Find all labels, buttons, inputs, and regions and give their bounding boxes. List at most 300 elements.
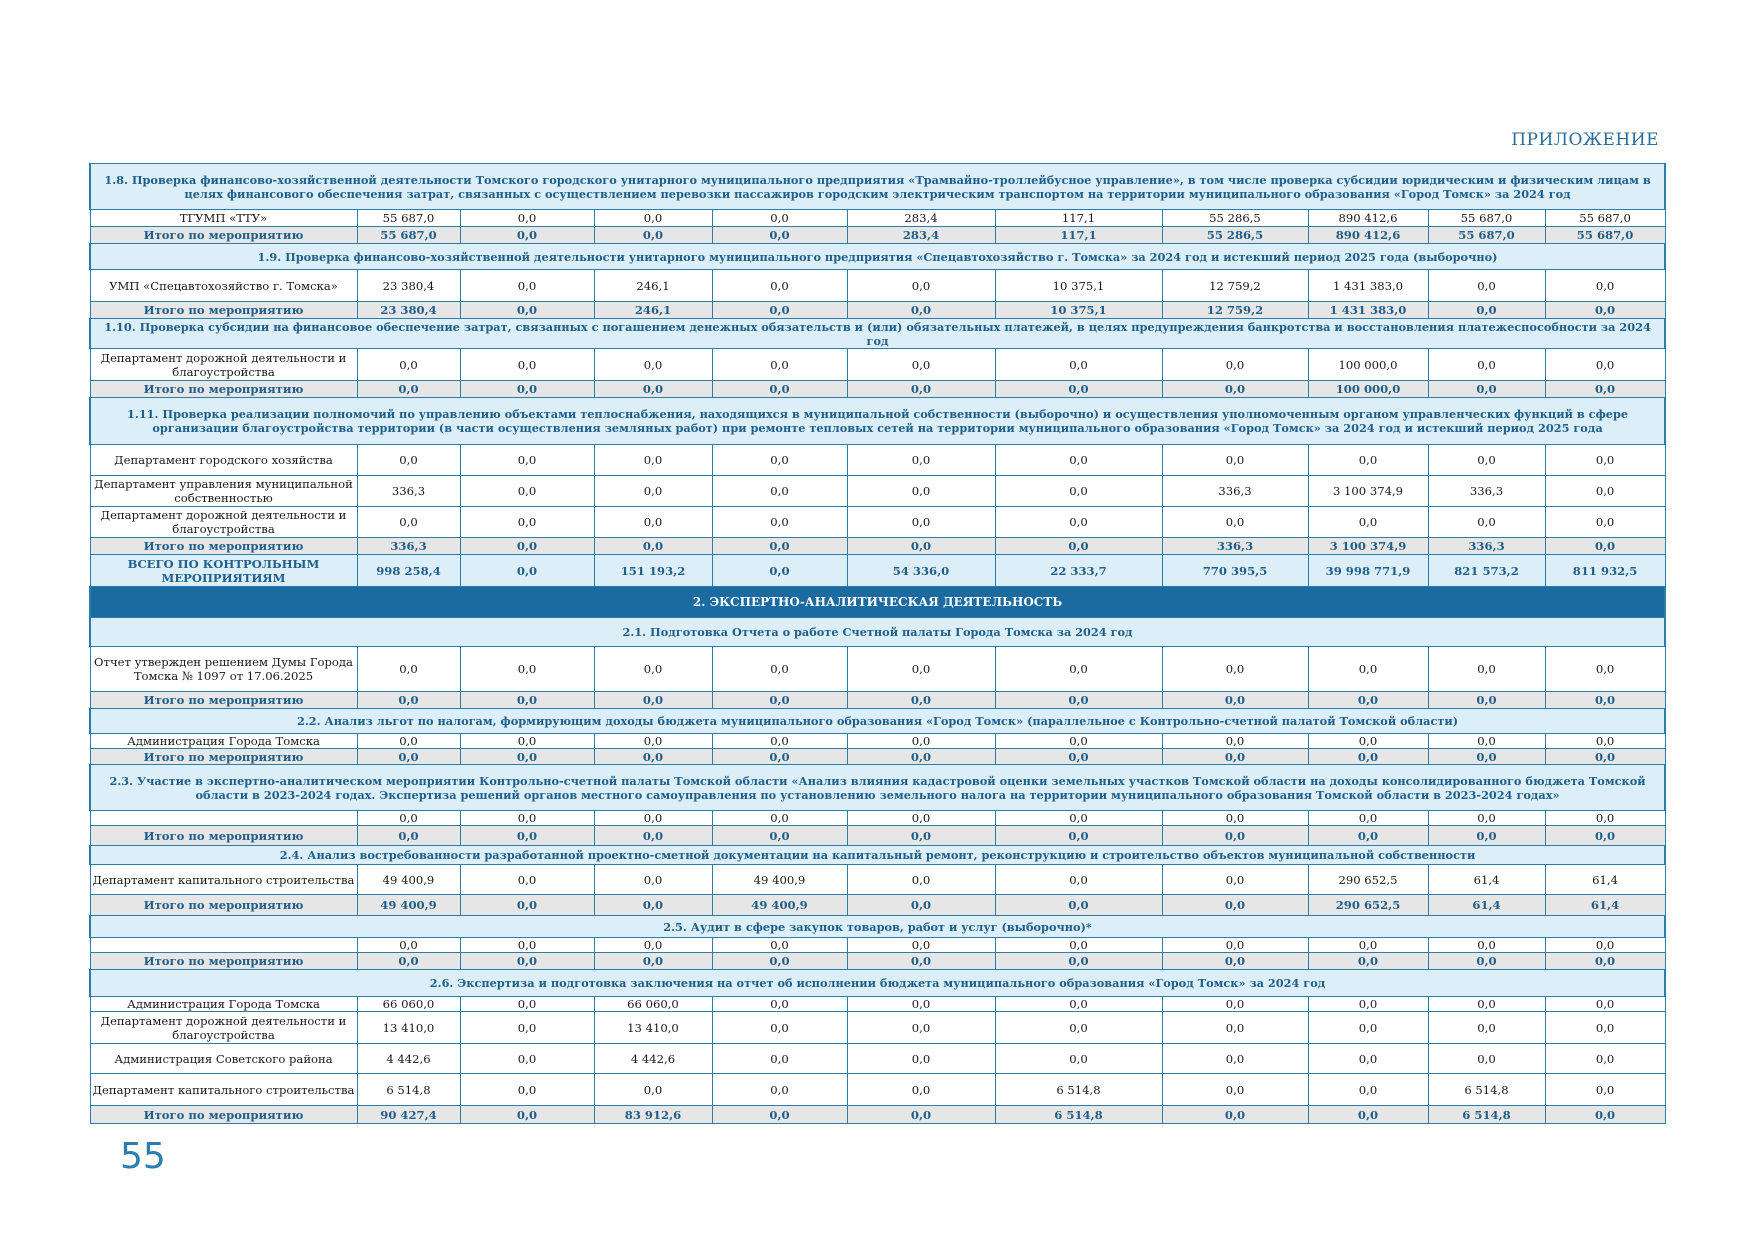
value-cell: 0,0 xyxy=(460,1044,594,1074)
section-title: 1.9. Проверка финансово-хозяйственной деятельности унитарного муниципального предприятия «Спецавтохозяйство г. Томска» за 2024 год и истекший период 2025 года (выборочно) xyxy=(90,244,1665,270)
value-cell: 0,0 xyxy=(712,538,847,555)
section-header-row xyxy=(90,319,1665,349)
row-name: Итого по мероприятию xyxy=(90,227,357,244)
table-row xyxy=(90,1074,1665,1106)
value-cell: 770 395,5 xyxy=(1162,555,1308,587)
value-cell: 0,0 xyxy=(1308,734,1428,749)
value-cell: 0,0 xyxy=(995,538,1162,555)
value-cell: 0,0 xyxy=(1308,938,1428,953)
value-cell: 811 932,5 xyxy=(1545,555,1665,587)
value-cell: 55 687,0 xyxy=(1428,210,1545,227)
value-cell: 0,0 xyxy=(995,749,1162,765)
table-row xyxy=(90,507,1665,538)
row-name: Департамент дорожной деятельности и благоустройства xyxy=(90,349,357,381)
section-header-row xyxy=(90,587,1665,618)
value-cell: 0,0 xyxy=(847,538,995,555)
row-name: Департамент городского хозяйства xyxy=(90,445,357,476)
row-name: Итого по мероприятию xyxy=(90,692,357,709)
table-row xyxy=(90,476,1665,507)
value-cell: 890 412,6 xyxy=(1308,227,1428,244)
value-cell: 0,0 xyxy=(712,302,847,319)
value-cell: 49 400,9 xyxy=(712,895,847,916)
value-cell: 0,0 xyxy=(1308,507,1428,538)
value-cell: 0,0 xyxy=(357,349,460,381)
section-header-row xyxy=(90,398,1665,445)
value-cell: 39 998 771,9 xyxy=(1308,555,1428,587)
value-cell: 0,0 xyxy=(460,749,594,765)
row-name: Итого по мероприятию xyxy=(90,953,357,970)
row-name: Департамент капитального строительства xyxy=(90,865,357,895)
value-cell: 0,0 xyxy=(1545,938,1665,953)
value-cell: 0,0 xyxy=(995,826,1162,846)
row-name: Итого по мероприятию xyxy=(90,749,357,765)
value-cell: 6 514,8 xyxy=(995,1106,1162,1124)
row-name xyxy=(90,938,357,953)
value-cell: 0,0 xyxy=(995,938,1162,953)
value-cell: 0,0 xyxy=(460,210,594,227)
value-cell: 0,0 xyxy=(1308,1074,1428,1106)
value-cell: 0,0 xyxy=(594,826,712,846)
value-cell: 0,0 xyxy=(1428,811,1545,826)
value-cell: 0,0 xyxy=(1162,811,1308,826)
value-cell: 0,0 xyxy=(594,507,712,538)
row-name: ТГУМП «ТТУ» xyxy=(90,210,357,227)
value-cell: 0,0 xyxy=(847,381,995,398)
value-cell: 0,0 xyxy=(847,749,995,765)
table-row xyxy=(90,445,1665,476)
value-cell: 0,0 xyxy=(594,381,712,398)
value-cell: 283,4 xyxy=(847,210,995,227)
table-row xyxy=(90,1012,1665,1044)
value-cell: 0,0 xyxy=(594,865,712,895)
value-cell: 0,0 xyxy=(712,1012,847,1044)
value-cell: 0,0 xyxy=(460,227,594,244)
table-body xyxy=(90,164,1665,1124)
value-cell: 22 333,7 xyxy=(995,555,1162,587)
value-cell: 0,0 xyxy=(847,895,995,916)
value-cell: 0,0 xyxy=(1545,1106,1665,1124)
value-cell: 90 427,4 xyxy=(357,1106,460,1124)
value-cell: 0,0 xyxy=(847,476,995,507)
value-cell: 0,0 xyxy=(594,647,712,692)
table-row xyxy=(90,811,1665,826)
row-name: Итого по мероприятию xyxy=(90,826,357,846)
value-cell: 0,0 xyxy=(995,476,1162,507)
value-cell: 0,0 xyxy=(1428,997,1545,1012)
value-cell: 0,0 xyxy=(995,895,1162,916)
value-cell: 0,0 xyxy=(1545,476,1665,507)
value-cell: 336,3 xyxy=(1428,538,1545,555)
section-header-row xyxy=(90,846,1665,865)
control-measures-table xyxy=(89,163,1666,1124)
value-cell: 0,0 xyxy=(1545,997,1665,1012)
value-cell: 0,0 xyxy=(1162,734,1308,749)
value-cell: 0,0 xyxy=(1162,445,1308,476)
total-row xyxy=(90,749,1665,765)
value-cell: 0,0 xyxy=(1308,826,1428,846)
value-cell: 0,0 xyxy=(460,270,594,302)
table-row xyxy=(90,997,1665,1012)
value-cell: 117,1 xyxy=(995,210,1162,227)
total-row xyxy=(90,953,1665,970)
value-cell: 0,0 xyxy=(1308,1012,1428,1044)
total-row xyxy=(90,692,1665,709)
value-cell: 0,0 xyxy=(1162,865,1308,895)
row-name: Отчет утвержден решением Думы Города Томска № 1097 от 17.06.2025 xyxy=(90,647,357,692)
table-row xyxy=(90,865,1665,895)
value-cell: 0,0 xyxy=(357,938,460,953)
value-cell: 0,0 xyxy=(357,749,460,765)
value-cell: 0,0 xyxy=(847,647,995,692)
value-cell: 0,0 xyxy=(847,270,995,302)
value-cell: 0,0 xyxy=(1162,1012,1308,1044)
value-cell: 0,0 xyxy=(1162,349,1308,381)
value-cell: 0,0 xyxy=(1545,749,1665,765)
value-cell: 0,0 xyxy=(712,749,847,765)
value-cell: 10 375,1 xyxy=(995,270,1162,302)
value-cell: 998 258,4 xyxy=(357,555,460,587)
value-cell: 13 410,0 xyxy=(594,1012,712,1044)
value-cell: 0,0 xyxy=(1308,647,1428,692)
value-cell: 55 286,5 xyxy=(1162,210,1308,227)
value-cell: 0,0 xyxy=(594,210,712,227)
page-number: 55 xyxy=(120,1136,166,1177)
value-cell: 12 759,2 xyxy=(1162,270,1308,302)
value-cell: 0,0 xyxy=(847,938,995,953)
section-title: 1.11. Проверка реализации полномочий по управлению объектами теплоснабжения, находящихся в муниципальной собственности (выборочно) и осуществления уполномоченным органом управленческих функций в сфере организации благоустройства территории (в части осуществления земляных работ) при ремонте тепловых сетей на территории муниципального образования «Город Томск» за 2024 год и истекший период 2025 года xyxy=(90,398,1665,445)
value-cell: 0,0 xyxy=(995,1044,1162,1074)
value-cell: 0,0 xyxy=(1545,953,1665,970)
value-cell: 0,0 xyxy=(712,647,847,692)
value-cell: 151 193,2 xyxy=(594,555,712,587)
value-cell: 55 687,0 xyxy=(357,210,460,227)
appendix-label: ПРИЛОЖЕНИЕ xyxy=(1511,130,1659,150)
value-cell: 0,0 xyxy=(1162,1044,1308,1074)
row-name: Администрация Города Томска xyxy=(90,997,357,1012)
value-cell: 6 514,8 xyxy=(357,1074,460,1106)
row-name: ВСЕГО ПО КОНТРОЛЬНЫМ МЕРОПРИЯТИЯМ xyxy=(90,555,357,587)
value-cell: 336,3 xyxy=(357,476,460,507)
value-cell: 336,3 xyxy=(1162,538,1308,555)
total-row xyxy=(90,1106,1665,1124)
value-cell: 0,0 xyxy=(1428,734,1545,749)
value-cell: 0,0 xyxy=(460,997,594,1012)
row-name: Департамент управления муниципальной собственностью xyxy=(90,476,357,507)
value-cell: 66 060,0 xyxy=(594,997,712,1012)
value-cell: 6 514,8 xyxy=(1428,1106,1545,1124)
value-cell: 0,0 xyxy=(1545,647,1665,692)
value-cell: 0,0 xyxy=(995,381,1162,398)
value-cell: 0,0 xyxy=(594,734,712,749)
value-cell: 0,0 xyxy=(460,734,594,749)
value-cell: 0,0 xyxy=(995,734,1162,749)
row-name: Департамент дорожной деятельности и благоустройства xyxy=(90,507,357,538)
value-cell: 0,0 xyxy=(460,476,594,507)
value-cell: 0,0 xyxy=(847,1044,995,1074)
value-cell: 0,0 xyxy=(460,555,594,587)
total-row xyxy=(90,381,1665,398)
value-cell: 0,0 xyxy=(712,507,847,538)
value-cell: 0,0 xyxy=(1162,647,1308,692)
value-cell: 0,0 xyxy=(1162,1106,1308,1124)
value-cell: 0,0 xyxy=(1162,938,1308,953)
total-row xyxy=(90,826,1665,846)
value-cell: 0,0 xyxy=(1545,270,1665,302)
value-cell: 55 286,5 xyxy=(1162,227,1308,244)
value-cell: 0,0 xyxy=(357,507,460,538)
value-cell: 0,0 xyxy=(847,445,995,476)
section-title: 2.4. Анализ востребованности разработанной проектно-сметной документации на капитальный ремонт, реконструкцию и строительство объектов муниципальной собственности xyxy=(90,846,1665,865)
value-cell: 246,1 xyxy=(594,302,712,319)
value-cell: 0,0 xyxy=(1162,749,1308,765)
value-cell: 49 400,9 xyxy=(712,865,847,895)
table-row xyxy=(90,270,1665,302)
value-cell: 0,0 xyxy=(847,692,995,709)
value-cell: 0,0 xyxy=(594,895,712,916)
value-cell: 0,0 xyxy=(357,953,460,970)
value-cell: 0,0 xyxy=(712,476,847,507)
section-header-row xyxy=(90,916,1665,938)
value-cell: 54 336,0 xyxy=(847,555,995,587)
value-cell: 0,0 xyxy=(847,997,995,1012)
value-cell: 0,0 xyxy=(847,1012,995,1044)
value-cell: 0,0 xyxy=(1545,349,1665,381)
value-cell: 0,0 xyxy=(357,647,460,692)
value-cell: 0,0 xyxy=(995,445,1162,476)
value-cell: 0,0 xyxy=(995,647,1162,692)
value-cell: 55 687,0 xyxy=(1545,227,1665,244)
value-cell: 0,0 xyxy=(712,227,847,244)
value-cell: 0,0 xyxy=(1545,1044,1665,1074)
value-cell: 336,3 xyxy=(1428,476,1545,507)
value-cell: 0,0 xyxy=(1428,826,1545,846)
value-cell: 0,0 xyxy=(594,692,712,709)
section-title: 1.10. Проверка субсидии на финансовое обеспечение затрат, связанных с погашением денежных обязательств и (или) обязательных платежей, в целях предупреждения банкротства и восстановления платежеспособности за 2024 год xyxy=(90,319,1665,349)
value-cell: 0,0 xyxy=(357,445,460,476)
table-row xyxy=(90,349,1665,381)
row-name: Итого по мероприятию xyxy=(90,538,357,555)
value-cell: 0,0 xyxy=(1428,953,1545,970)
value-cell: 0,0 xyxy=(1162,895,1308,916)
value-cell: 61,4 xyxy=(1545,865,1665,895)
value-cell: 23 380,4 xyxy=(357,302,460,319)
value-cell: 0,0 xyxy=(1308,692,1428,709)
value-cell: 0,0 xyxy=(594,953,712,970)
value-cell: 0,0 xyxy=(1308,445,1428,476)
grand-total-row xyxy=(90,555,1665,587)
value-cell: 0,0 xyxy=(847,734,995,749)
value-cell: 3 100 374,9 xyxy=(1308,538,1428,555)
value-cell: 49 400,9 xyxy=(357,865,460,895)
value-cell: 0,0 xyxy=(995,811,1162,826)
value-cell: 0,0 xyxy=(1308,1044,1428,1074)
value-cell: 0,0 xyxy=(847,1074,995,1106)
total-row xyxy=(90,302,1665,319)
section-header-row xyxy=(90,709,1665,734)
value-cell: 0,0 xyxy=(712,938,847,953)
row-name: УМП «Спецавтохозяйство г. Томска» xyxy=(90,270,357,302)
value-cell: 10 375,1 xyxy=(995,302,1162,319)
value-cell: 0,0 xyxy=(594,227,712,244)
value-cell: 290 652,5 xyxy=(1308,895,1428,916)
total-row xyxy=(90,538,1665,555)
value-cell: 6 514,8 xyxy=(1428,1074,1545,1106)
value-cell: 0,0 xyxy=(995,507,1162,538)
value-cell: 0,0 xyxy=(1162,381,1308,398)
value-cell: 0,0 xyxy=(712,953,847,970)
section-title: 2.1. Подготовка Отчета о работе Счетной палаты Города Томска за 2024 год xyxy=(90,618,1665,647)
section-title: 2.3. Участие в экспертно-аналитическом мероприятии Контрольно-счетной палаты Томской области «Анализ влияния кадастровой оценки земельных участков Томской области на доходы консолидированного бюджета Томской области в 2023-2024 годах. Экспертиза решений органов местного самоуправления по установлению земельного налога на территории муниципального образования Томской области в 2023-2024 годах» xyxy=(90,765,1665,811)
value-cell: 55 687,0 xyxy=(1545,210,1665,227)
value-cell: 0,0 xyxy=(1308,811,1428,826)
value-cell: 0,0 xyxy=(712,270,847,302)
value-cell: 0,0 xyxy=(460,1106,594,1124)
table-row xyxy=(90,938,1665,953)
value-cell: 12 759,2 xyxy=(1162,302,1308,319)
value-cell: 0,0 xyxy=(712,692,847,709)
value-cell: 0,0 xyxy=(1162,1074,1308,1106)
value-cell: 0,0 xyxy=(1308,1106,1428,1124)
value-cell: 0,0 xyxy=(1545,692,1665,709)
value-cell: 0,0 xyxy=(712,1106,847,1124)
value-cell: 0,0 xyxy=(594,938,712,953)
value-cell: 1 431 383,0 xyxy=(1308,302,1428,319)
value-cell: 6 514,8 xyxy=(995,1074,1162,1106)
row-name: Итого по мероприятию xyxy=(90,1106,357,1124)
value-cell: 0,0 xyxy=(1428,381,1545,398)
value-cell: 0,0 xyxy=(1545,811,1665,826)
value-cell: 0,0 xyxy=(712,811,847,826)
value-cell: 0,0 xyxy=(1428,349,1545,381)
total-row xyxy=(90,895,1665,916)
value-cell: 55 687,0 xyxy=(357,227,460,244)
value-cell: 336,3 xyxy=(357,538,460,555)
table-row xyxy=(90,647,1665,692)
value-cell: 4 442,6 xyxy=(357,1044,460,1074)
value-cell: 0,0 xyxy=(357,734,460,749)
value-cell: 0,0 xyxy=(1428,1044,1545,1074)
value-cell: 0,0 xyxy=(995,692,1162,709)
value-cell: 0,0 xyxy=(847,826,995,846)
value-cell: 0,0 xyxy=(460,302,594,319)
value-cell: 0,0 xyxy=(594,476,712,507)
value-cell: 0,0 xyxy=(1428,692,1545,709)
section-header-row xyxy=(90,164,1665,210)
value-cell: 0,0 xyxy=(995,953,1162,970)
value-cell: 49 400,9 xyxy=(357,895,460,916)
value-cell: 0,0 xyxy=(460,507,594,538)
value-cell: 0,0 xyxy=(1545,1074,1665,1106)
row-name: Итого по мероприятию xyxy=(90,302,357,319)
value-cell: 0,0 xyxy=(712,826,847,846)
value-cell: 0,0 xyxy=(995,865,1162,895)
value-cell: 0,0 xyxy=(1162,997,1308,1012)
value-cell: 0,0 xyxy=(1545,826,1665,846)
value-cell: 0,0 xyxy=(1162,692,1308,709)
value-cell: 0,0 xyxy=(357,692,460,709)
value-cell: 0,0 xyxy=(357,811,460,826)
row-name: Итого по мероприятию xyxy=(90,381,357,398)
value-cell: 100 000,0 xyxy=(1308,349,1428,381)
value-cell: 1 431 383,0 xyxy=(1308,270,1428,302)
value-cell: 13 410,0 xyxy=(357,1012,460,1044)
value-cell: 0,0 xyxy=(847,811,995,826)
value-cell: 0,0 xyxy=(357,381,460,398)
value-cell: 55 687,0 xyxy=(1428,227,1545,244)
value-cell: 0,0 xyxy=(1308,997,1428,1012)
value-cell: 0,0 xyxy=(1545,507,1665,538)
value-cell: 0,0 xyxy=(1308,953,1428,970)
value-cell: 0,0 xyxy=(460,647,594,692)
table-row xyxy=(90,210,1665,227)
value-cell: 0,0 xyxy=(995,1012,1162,1044)
value-cell: 0,0 xyxy=(1545,445,1665,476)
value-cell: 4 442,6 xyxy=(594,1044,712,1074)
value-cell: 0,0 xyxy=(1545,1012,1665,1044)
value-cell: 100 000,0 xyxy=(1308,381,1428,398)
value-cell: 0,0 xyxy=(1162,953,1308,970)
section-header-row xyxy=(90,244,1665,270)
section-title: 1.8. Проверка финансово-хозяйственной деятельности Томского городского унитарного муниципального предприятия «Трамвайно-троллейбусное управление», в том числе проверка субсидии юридическим и физическим лицам в целях финансового обеспечения затрат, связанных с осуществлением перевозки пассажиров городским электрическим транспортом на территории муниципального образования «Город Томск» за 2024 год xyxy=(90,164,1665,210)
value-cell: 0,0 xyxy=(460,865,594,895)
value-cell: 0,0 xyxy=(460,895,594,916)
value-cell: 0,0 xyxy=(995,349,1162,381)
value-cell: 0,0 xyxy=(1428,445,1545,476)
value-cell: 0,0 xyxy=(847,1106,995,1124)
value-cell: 0,0 xyxy=(712,210,847,227)
value-cell: 0,0 xyxy=(1428,647,1545,692)
value-cell: 0,0 xyxy=(847,302,995,319)
value-cell: 0,0 xyxy=(712,1044,847,1074)
value-cell: 0,0 xyxy=(1545,381,1665,398)
value-cell: 0,0 xyxy=(847,507,995,538)
value-cell: 821 573,2 xyxy=(1428,555,1545,587)
value-cell: 0,0 xyxy=(1545,734,1665,749)
value-cell: 0,0 xyxy=(1428,1012,1545,1044)
value-cell: 0,0 xyxy=(712,381,847,398)
value-cell: 0,0 xyxy=(712,555,847,587)
value-cell: 0,0 xyxy=(1428,270,1545,302)
value-cell: 117,1 xyxy=(995,227,1162,244)
row-name: Администрация Города Томска xyxy=(90,734,357,749)
value-cell: 0,0 xyxy=(594,349,712,381)
value-cell: 0,0 xyxy=(460,826,594,846)
table-row xyxy=(90,1044,1665,1074)
value-cell: 0,0 xyxy=(460,349,594,381)
value-cell: 0,0 xyxy=(460,811,594,826)
value-cell: 0,0 xyxy=(1162,507,1308,538)
value-cell: 283,4 xyxy=(847,227,995,244)
row-name: Администрация Советского района xyxy=(90,1044,357,1074)
value-cell: 61,4 xyxy=(1428,895,1545,916)
value-cell: 0,0 xyxy=(995,997,1162,1012)
value-cell: 336,3 xyxy=(1162,476,1308,507)
value-cell: 0,0 xyxy=(1545,302,1665,319)
value-cell: 61,4 xyxy=(1545,895,1665,916)
row-name: Департамент дорожной деятельности и благоустройства xyxy=(90,1012,357,1044)
row-name xyxy=(90,811,357,826)
row-name: Итого по мероприятию xyxy=(90,895,357,916)
section-header-row xyxy=(90,765,1665,811)
value-cell: 0,0 xyxy=(460,692,594,709)
value-cell: 0,0 xyxy=(1545,538,1665,555)
row-name: Департамент капитального строительства xyxy=(90,1074,357,1106)
value-cell: 0,0 xyxy=(460,538,594,555)
value-cell: 0,0 xyxy=(357,826,460,846)
section-header-row xyxy=(90,970,1665,997)
value-cell: 0,0 xyxy=(847,865,995,895)
value-cell: 83 912,6 xyxy=(594,1106,712,1124)
